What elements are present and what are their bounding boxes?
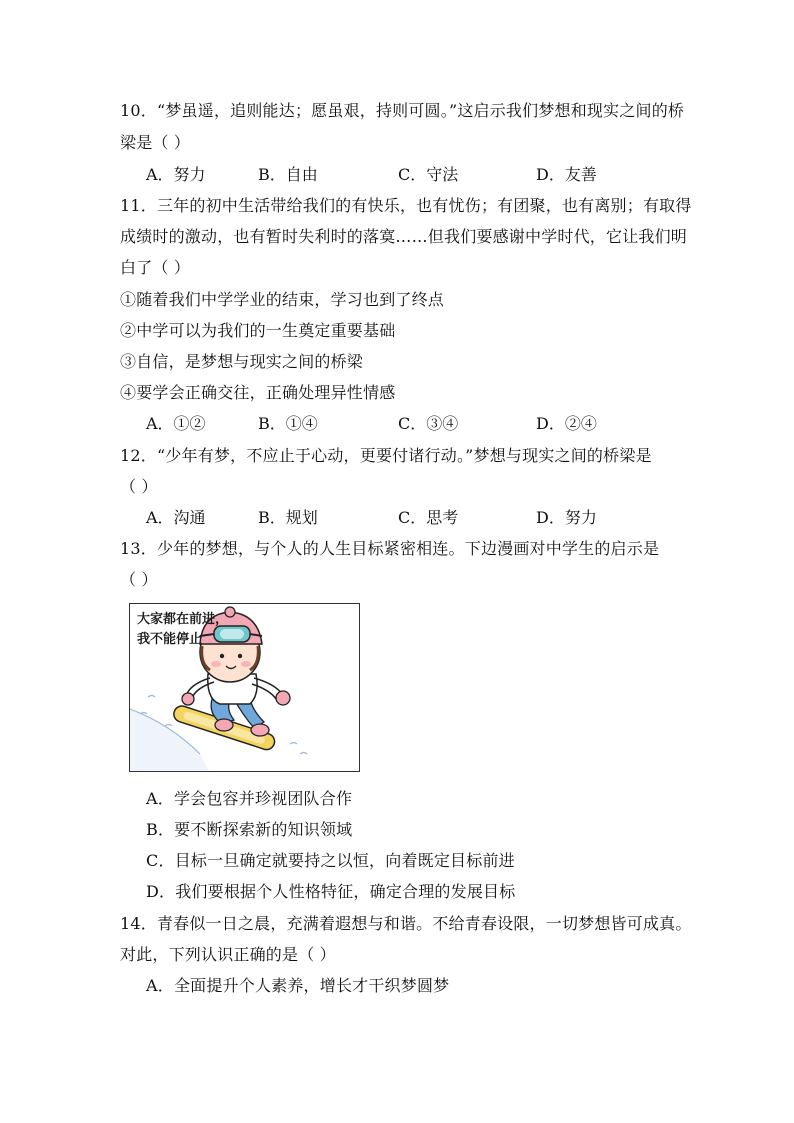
q12-option-d[interactable]: D．努力 (536, 508, 597, 527)
q10-stem-line2: 梁是（ ） (120, 133, 191, 152)
q11-options (146, 414, 706, 434)
q12-option-a[interactable]: A．沟通 (146, 508, 206, 527)
q13-option-b[interactable]: B．要不断探索新的知识领域 (146, 820, 353, 839)
q13-option-d[interactable]: D．我们要根据个人性格特征，确定合理的发展目标 (146, 882, 516, 901)
q11-option-a[interactable]: A．①② (146, 414, 206, 433)
q10-option-c[interactable]: C．守法 (398, 165, 459, 184)
q13-stem-line2: （ ） (120, 570, 158, 589)
q11-statement-2: ②中学可以为我们的一生奠定重要基础 (120, 321, 396, 340)
q10-option-b[interactable]: B．自由 (258, 165, 318, 184)
snowboarder-comic (129, 603, 360, 772)
q13-stem-line1: 13．少年的梦想，与个人的人生目标紧密相连。下边漫画对中学生的启示是 (120, 539, 660, 558)
q13-option-a[interactable]: A．学会包容并珍视团队合作 (146, 789, 353, 808)
q14-stem-line2: 对此，下列认识正确的是（ ） (120, 945, 336, 964)
q11-option-d[interactable]: D．②④ (536, 414, 597, 433)
q11-option-b[interactable]: B．①④ (258, 414, 318, 433)
q11-statement-4: ④要学会正确交往，正确处理异性情感 (120, 383, 396, 402)
q10-option-a[interactable]: A．努力 (146, 165, 206, 184)
q14-option-a[interactable]: A．全面提升个人素养，增长才干织梦圆梦 (146, 976, 450, 995)
comic-caption-line1: 大家都在前进， (137, 612, 229, 627)
q11-stem-line2: 成绩时的激动，也有暂时失利时的落寞……但我们要感谢中学时代，它让我们明 (120, 227, 688, 246)
q12-option-c[interactable]: C．思考 (398, 508, 459, 527)
q11-statement-1: ①随着我们中学学业的结束，学习也到了终点 (120, 290, 445, 309)
q11-option-c[interactable]: C．③④ (398, 414, 459, 433)
q11-stem-line1: 11．三年的初中生活带给我们的有快乐，也有忧伤；有团聚，也有离别；有取得 (120, 196, 692, 215)
comic-caption (137, 610, 228, 650)
q10-stem-line1: 10．“梦虽遥，追则能达；愿虽艰，持则可圆。”这启示我们梦想和现实之间的桥 (120, 101, 685, 120)
q12-stem-line2: （ ） (120, 477, 158, 496)
q10-option-d[interactable]: D．友善 (536, 165, 597, 184)
q14-stem-line1: 14．青春似一日之晨，充满着遐想与和谐。不给青春设限，一切梦想皆可成真。 (120, 914, 692, 933)
q12-options (146, 508, 706, 528)
comic-caption-line2: 我不能停止 (137, 632, 203, 647)
q10-options (146, 165, 706, 185)
q11-stem-line3: 白了（ ） (120, 258, 191, 277)
q12-stem-line1: 12．“少年有梦，不应止于心动，更要付诸行动。”梦想与现实之间的桥梁是 (120, 446, 652, 465)
q12-option-b[interactable]: B．规划 (258, 508, 318, 527)
q13-option-c[interactable]: C．目标一旦确定就要持之以恒，向着既定目标前进 (146, 851, 515, 870)
q11-statement-3: ③自信，是梦想与现实之间的桥梁 (120, 352, 364, 371)
